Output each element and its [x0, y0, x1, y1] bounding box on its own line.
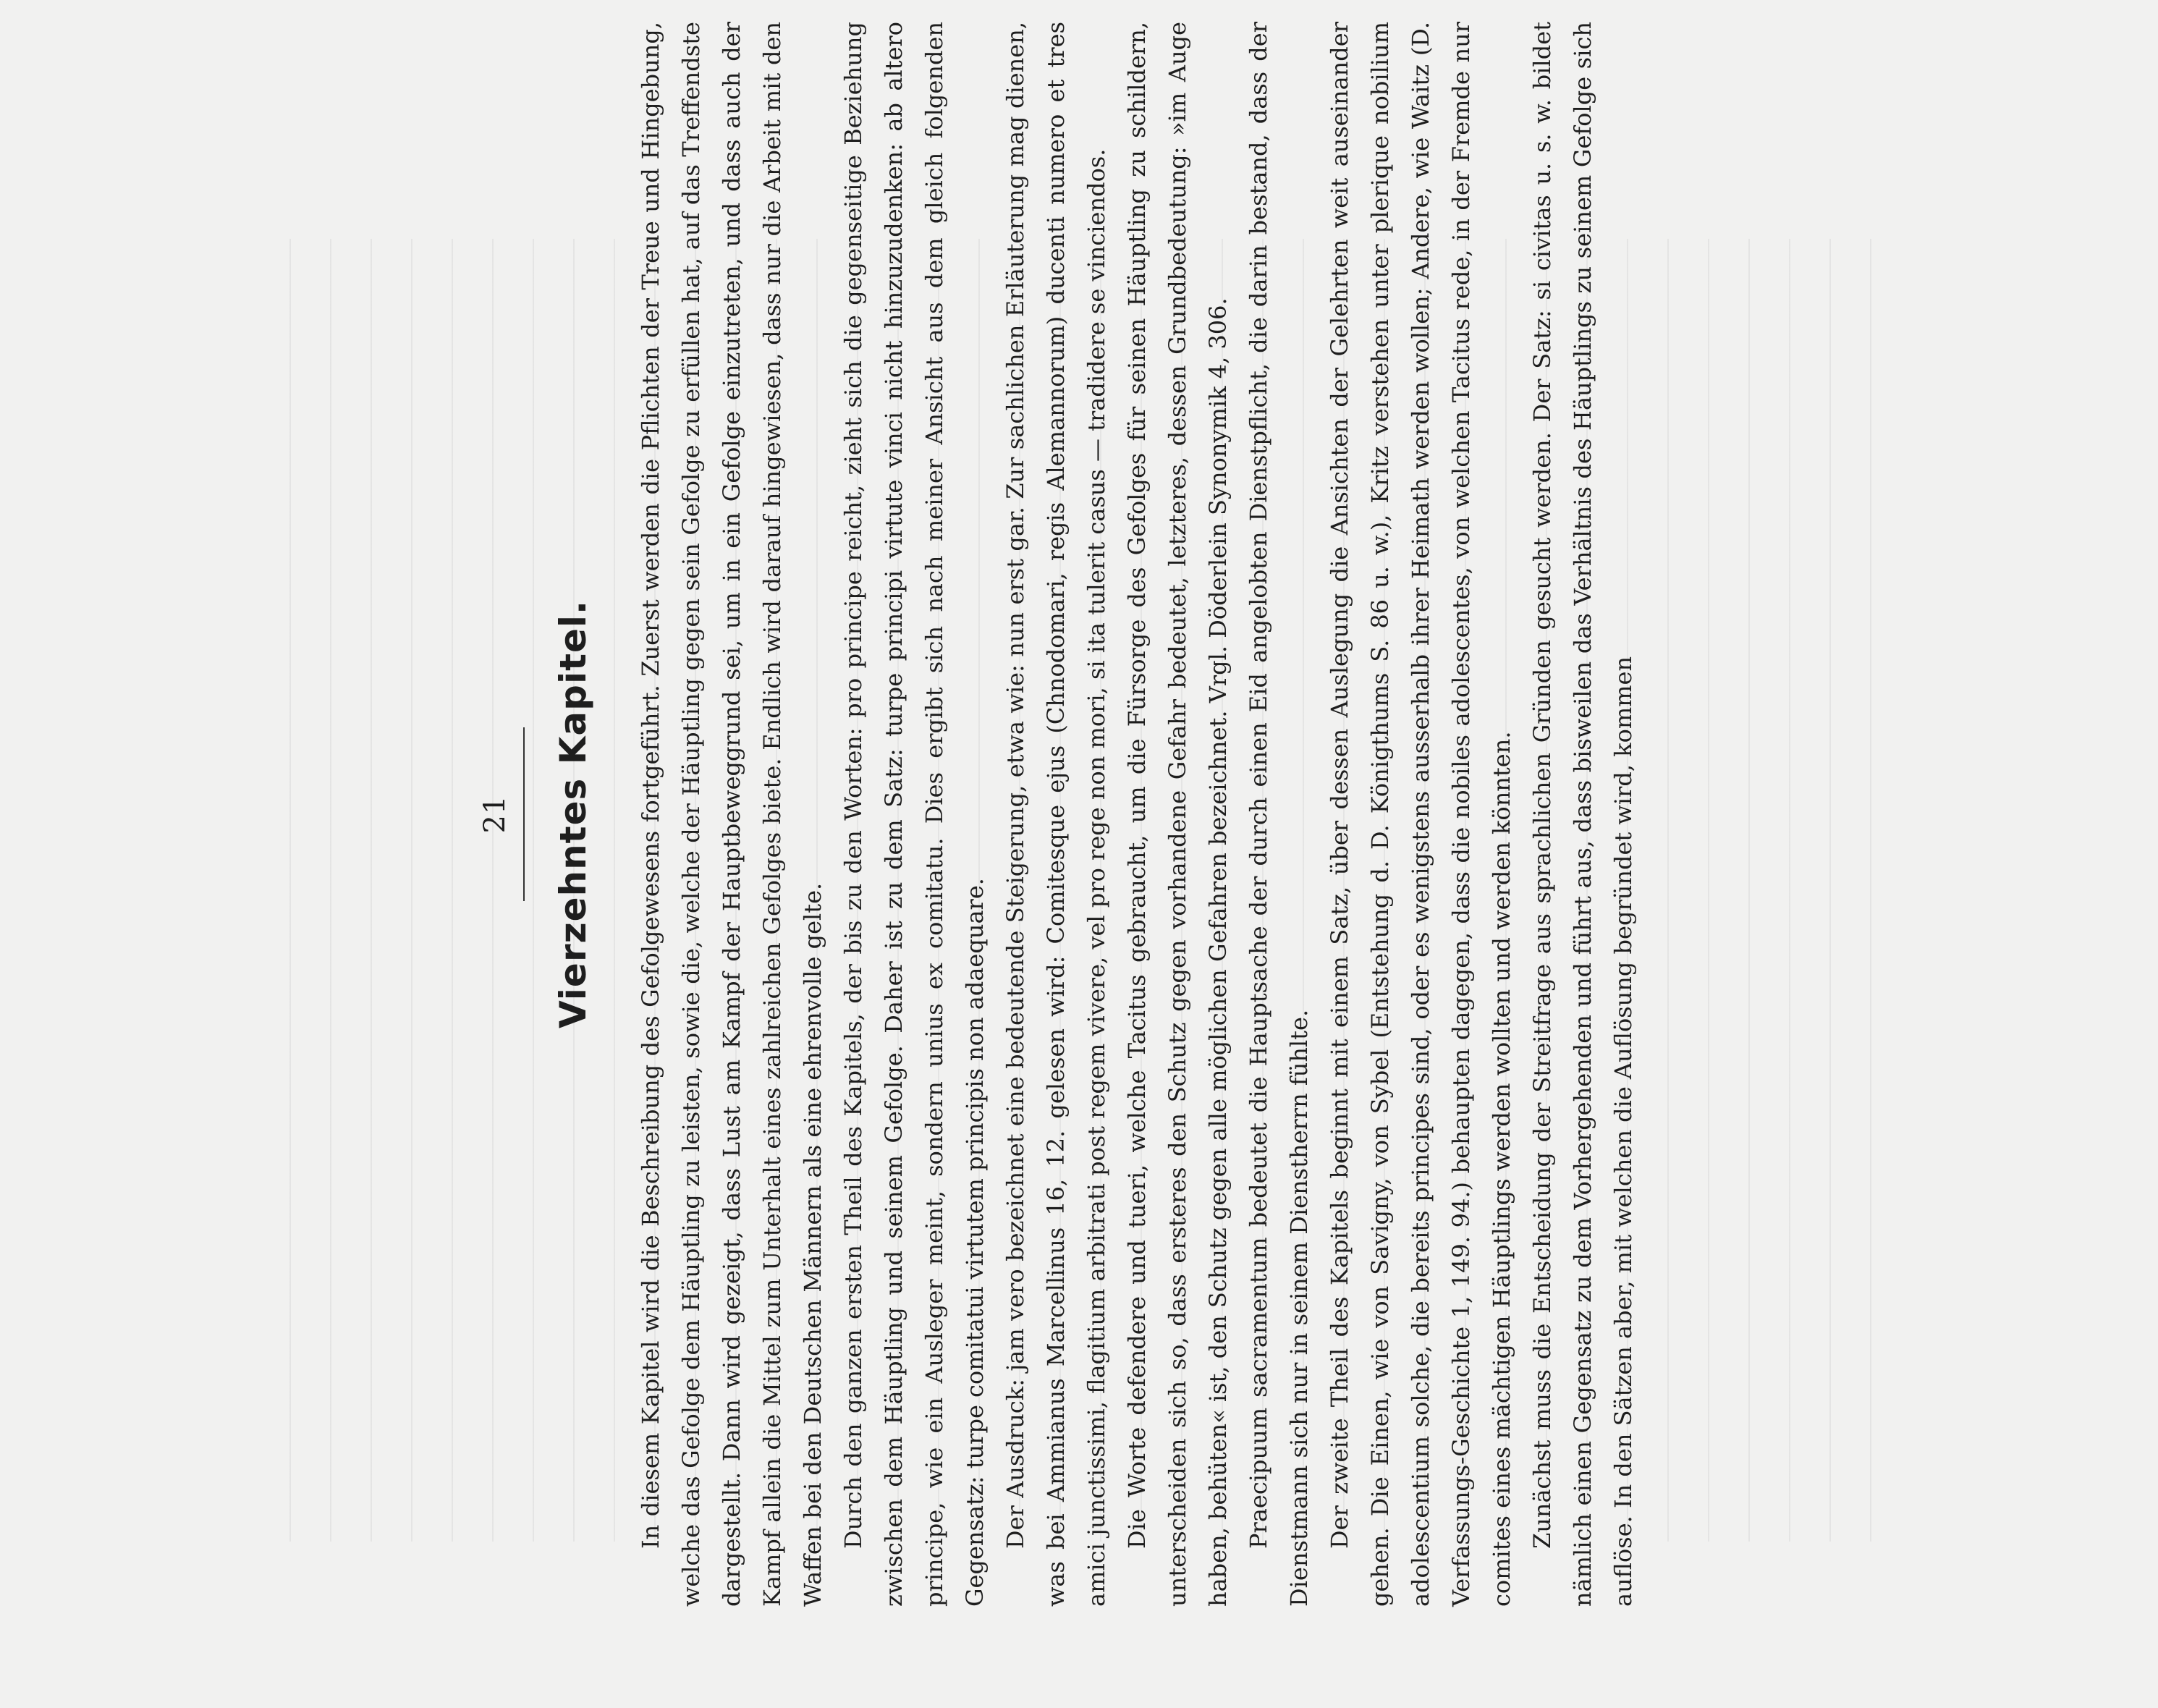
paragraph: In diesem Kapitel wird die Beschreibung des Gefolgewesens fortgeführt. Zuerst werden die Pflichten der Treue und Hingebung, welche das Gefolge dem Häuptling zu leisten, sowie die, welche der Häuptling gegen sein Gefolge zu erfüllen hat, auf das Treffendste dargestellt. Dann wird gezeigt, dass Lust am Kampf der Hauptbeweggrund sei, um in ein Gefolge einzutreten, und dass auch der Kampf allein die Mittel zum Unterhalt eines zahlreichen Gefolges biete. Endlich wird darauf hingewiesen, dass nur die Arbeit mit den Waffen bei den Deutschen Männern als eine ehrenvolle gelte.: [637, 22, 826, 1607]
header-rule: [523, 727, 525, 901]
paragraph: Der zweite Theil des Kapitels beginnt mit einem Satz, über dessen Auslegung die Ansichten der Gelehrten weit auseinander gehen. Die Einen, wie von Savigny, von Sybel (Entstehung d. D. Königthums S. 86 u. w.), Kritz verstehen unter plerique nobilium adolescentium solche, die bereits principes sind, oder es wenigstens ausserhalb ihrer Heimath werden wollen; Andere, wie Waitz (D. Verfassungs-Geschichte 1, 149. 94.) behaupten dagegen, dass die nobiles adolescentes, von welchen Tacitus rede, in der Fremde nur comites eines mächtigen Häuptlings werden wollten und werden könnten.: [1326, 22, 1515, 1607]
paragraph: Die Worte defendere und tueri, welche Tacitus gebraucht, um die Fürsorge des Gefolges für seinen Häuptling zu schildern, unterscheiden sich so, dass ersteres den Schutz gegen vorhandene Gefahr bedeutet, letzteres, dessen Grundbedeutung: »im Auge haben, behüten« ist, den Schutz gegen alle möglichen Gefahren bezeichnet. Vrgl. Döderlein Synonymik 4, 306.: [1123, 22, 1232, 1607]
paragraph: Zunächst muss die Entscheidung der Streitfrage aus sprachlichen Gründen gesucht werden. Der Satz: si civitas u. s. w. bildet nämlich einen Gegensatz zu dem Vorhergehenden und führt aus, dass bisweilen das Verhältnis des Häuptlings zu seinem Gefolge sich auflöse. In den Sätzen aber, mit welchen die Auflösung begründet wird, kommen: [1528, 22, 1637, 1607]
page-number: 21: [478, 795, 512, 834]
chapter-title: Vierzehntes Kapitel.: [552, 599, 594, 1029]
body-text: [630, 22, 1643, 1607]
paragraph: Der Ausdruck: jam vero bezeichnet eine bedeutende Steigerung, etwa wie: nun erst gar. Zur sachlichen Erläuterung mag dienen, was bei Ammianus Marcellinus 16, 12. gelesen wird: Comitesque ejus (Chnodomari, regis Alemannorum) ducenti numero et tres amici junctissimi, flagitium arbitrati post regem vivere, vel pro rege non mori, si ita tulerit casus — tradidere se vinciendos.: [1002, 22, 1110, 1607]
paragraph: Praecipuum sacramentum bedeutet die Hauptsache der durch einen Eid angelobten Dienstpflicht, die darin bestand, dass der Dienstmann sich nur in seinem Dienstherrn fühlte.: [1245, 22, 1313, 1607]
paragraph: Durch den ganzen ersten Theil des Kapitels, der bis zu den Worten: pro principe reicht, zieht sich die gegenseitige Beziehung zwischen dem Häuptling und seinem Gefolge. Daher ist zu dem Satz: turpe principi virtute vinci nicht hinzuzudenken: ab altero principe, wie ein Ausleger meint, sondern unius ex comitatu. Dies ergibt sich nach meiner Ansicht aus dem gleich folgenden Gegensatz: turpe comitatui virtutem principis non adaequare.: [839, 22, 989, 1607]
book-page: [457, 0, 1701, 1708]
